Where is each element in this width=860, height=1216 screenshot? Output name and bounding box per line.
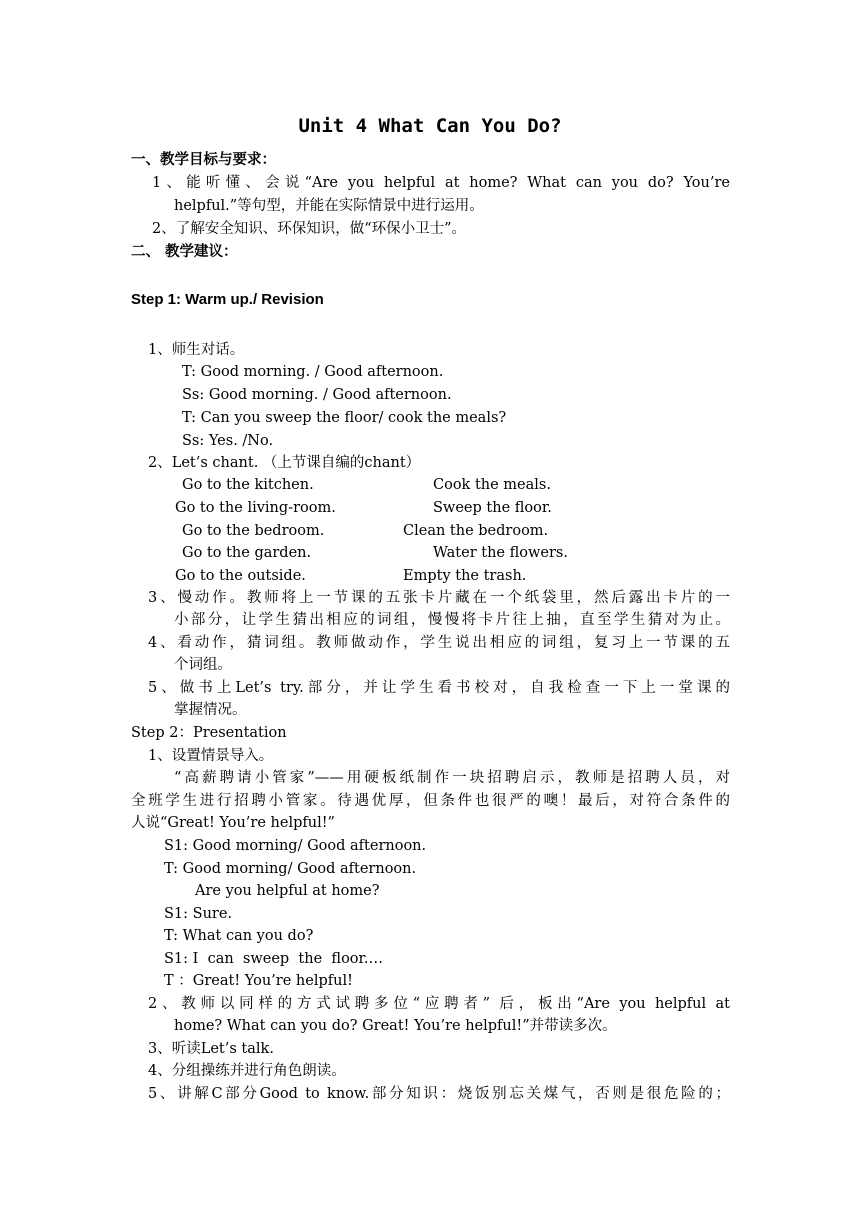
step2-item3: 3、听读Let’s talk. [148,1041,274,1057]
step1-item2: 2、Let’s chant. （上节课自编的chant） [148,455,421,471]
chant-left: Go to the garden. [182,545,312,561]
chant-left: Go to the living-room. [175,500,336,516]
step2-heading: Step 2：Presentation [131,725,287,741]
section2-heading: 二、 教学建议： [131,243,238,260]
dialogue-line: T: What can you do? [164,928,314,944]
chant-left: Go to the kitchen. [182,477,314,493]
dialogue-line: Ss: Good morning. / Good afternoon. [182,387,452,403]
step1-item3-line1: 3、慢动作。教师将上一节课的五张卡片藏在一个纸袋里，然后露出卡片的一 [148,590,730,606]
section1-item1-line1: 1、能听懂、会说“Are you helpful at home? What can you do? You’re [152,175,730,191]
step1-item5-line1: 5、做书上Let’s try.部分，并让学生看书校对，自我检查一下上一堂课的 [148,680,730,696]
step2-item2-line2: home? What can you do? Great! You’re helpful!”并带读多次。 [174,1018,617,1034]
step1-item3-line2: 小部分，让学生猜出相应的词组，慢慢将卡片往上抽，直至学生猜对为止。 [174,612,730,628]
dialogue-line: T ：Great! You’re helpful! [164,973,353,989]
step2-item2-line1: 2、教师以同样的方式试聘多位“应聘者” 后，板出“Are you helpful at [148,996,730,1012]
step2-para-line1: “高薪聘请小管家”——用硬板纸制作一块招聘启示，教师是招聘人员，对 [174,770,730,786]
step2-item5: 5、讲解C部分Good to know.部分知识：烧饭别忘关煤气，否则是很危险的； [148,1086,730,1102]
dialogue-line: S1: Good morning/ Good afternoon. [164,838,427,854]
chant-right: Clean the bedroom. [403,523,549,539]
step1-item4-line1: 4、看动作，猜词组。教师做动作，学生说出相应的词组，复习上一节课的五 [148,635,730,651]
section1-item1-line2: helpful.”等句型，并能在实际情景中进行运用。 [174,198,484,214]
step2-para-line3: 人说“Great! You’re helpful!” [131,815,335,831]
step1-heading: Step 1: Warm up./ Revision [131,291,324,308]
chant-right: Sweep the floor. [433,500,552,516]
step2-item4: 4、分组操练并进行角色朗读。 [148,1063,346,1079]
dialogue-line: S1: Sure. [164,906,233,922]
dialogue-line: T: Good morning. / Good afternoon. [182,364,444,380]
step1-item1: 1、师生对话。 [148,342,245,358]
chant-left: Go to the outside. [175,568,306,584]
chant-right: Cook the meals. [433,477,551,493]
page-title: Unit 4 What Can You Do? [298,115,562,137]
dialogue-line: S1: I can sweep the floor.… [164,951,383,967]
dialogue-line: Are you helpful at home? [195,883,380,899]
dialogue-line: T: Good morning/ Good afternoon. [164,861,417,877]
dialogue-line: Ss: Yes. /No. [182,433,274,449]
step1-item4-line2: 个词组。 [174,657,232,673]
dialogue-line: T: Can you sweep the floor/ cook the meals? [182,410,507,426]
section1-heading: 一、教学目标与要求： [131,151,276,168]
chant-right: Empty the trash. [403,568,527,584]
section1-item2: 2、了解安全知识、环保知识，做“环保小卫士”。 [152,221,467,237]
step1-item5-line2: 掌握情况。 [174,702,247,718]
step2-para-line2: 全班学生进行招聘小管家。待遇优厚，但条件也很严的噢！最后，对符合条件的 [131,793,730,809]
chant-left: Go to the bedroom. [182,523,325,539]
chant-right: Water the flowers. [433,545,568,561]
step2-item1: 1、设置情景导入。 [148,748,274,764]
